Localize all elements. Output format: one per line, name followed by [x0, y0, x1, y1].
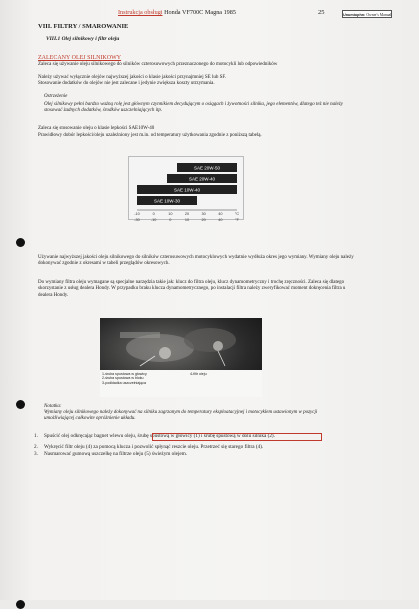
header-title: [118, 9, 236, 16]
caption-line-3: 3-podkładka uszczelniająca: [102, 380, 146, 385]
paragraph-3: Stosowanie dodatków do olejów nie jest zalecane i jedynie zwiększa koszty utrzymania.: [38, 81, 215, 86]
tick-label-c: 40: [218, 212, 223, 216]
notes-body: Wymiany oleju silnikowego należy dokonywać na silniku zagrzanym do temperatury eksploatacyjnej i motocyklem ustawionym w pozycji umożliwiającej całkowite opróżnienie układu.: [44, 410, 318, 422]
viscosity-chart-svg: [129, 157, 245, 221]
header-box-text: Owner's Manual: [366, 13, 392, 17]
highlight-box: [152, 433, 322, 441]
page-number: 25: [318, 9, 325, 16]
viscosity-chart: [128, 156, 244, 220]
binder-hole: [16, 600, 25, 609]
step-item: 1. Spuścić olej odkręcając bagnet wlewu oleju, śrubę spustową w głowicy (1) i śrubę spustową w dolu silnika (2).: [34, 433, 275, 439]
header-title-link[interactable]: Instrukcja obsługi: [118, 9, 163, 16]
tick-label-f: -30: [134, 218, 140, 221]
notes-title: Notatka:: [44, 404, 62, 409]
photo-caption: [100, 370, 262, 397]
binder-hole: [16, 238, 25, 247]
tick-label-c: 10: [168, 212, 173, 216]
warning-body: Olej silnikowy pełni bardzo ważną rolę jest głównym czynnikiem decydującym o osiągach i żywotności silnika, jego elementów, dlatego też nie należy stosować żadnych dodatków, środków uszczelniających itp.: [44, 102, 343, 114]
subsection-title: VIII.1 Olej silnikowy i filtr oleju: [46, 36, 120, 42]
viscosity-bar-label: SAE 10W-30: [154, 198, 180, 204]
binder-hole: [16, 400, 25, 409]
tick-label-f: 10: [184, 218, 190, 221]
tick-label-c: 20: [184, 212, 190, 216]
header-box: [342, 10, 392, 18]
tick-label-c: °C: [234, 212, 240, 216]
paragraph-4: Zaleca się stosowanie oleju o klasie lepkości SAE10W-40: [38, 126, 155, 131]
photo-caption-right: 4-filtr oleju: [190, 372, 207, 376]
paragraph-2: Należy używać wyłącznie olejów najwyższej jakości o klasie jakości przynajmniej SE lub SF.: [38, 75, 227, 80]
tick-label-f: 40: [218, 218, 223, 221]
header-title-rest: Honda VF700C Magna 1985: [164, 9, 236, 16]
paragraph-6: Używanie najwyższej jakości oleju silnikowego do silników czterosuwowych motocyklowych wydatnie wydłuża okres jego wymiany. Wymiany oleju należy dokonywać zgodnie z okresami w tabeli przeglądów okresowych.: [38, 255, 354, 267]
warning-title: Ostrzeżenie: [44, 94, 68, 99]
step-item: 2. Wykręcić filtr oleju (4) za pomocą klucza i pozwolić spłynąć reszcie oleju. Przetrzeć się starego filtra (4).: [34, 443, 264, 450]
photo-caption-left: [102, 372, 147, 385]
header-box-label: Unumiophn:: [343, 13, 366, 17]
tick-label-f: °F: [235, 218, 239, 221]
caption-line-1: 1-śruba spustowa w głowicy: [102, 372, 147, 376]
tick-label-f: 20: [201, 218, 206, 221]
viscosity-bar-label: SAE 10W-40: [174, 187, 200, 193]
heading-recommended-oil: ZALECANY OLEJ SILNIKOWY: [38, 55, 122, 61]
tick-label-c: -10: [134, 212, 140, 216]
tick-label-c: 30: [201, 212, 206, 216]
tick-label-c: 0: [152, 212, 155, 216]
tick-label-f: 0: [169, 218, 172, 221]
paragraph-7: Do wymiany filtra oleju wymagane są specjalne narzędzia takie jak: klucz do filtra oleju, klucz dynamometryczny i trochę zręczności. Zaleca się dlatego skorzystanie z usług dealera Hondy. W przypadku braku klucza dynamometrycznego, po instalacji filtra należy zweryfikować moment dokręcenia filtra u dealera Hondy.: [38, 280, 346, 298]
paragraph-1: Zaleca się używanie oleju silnikowego do silników czterosuwowych przeznaczonego do motocykli lub odpowiedników: [38, 62, 278, 67]
viscosity-bar-label: SAE 20W-40: [189, 176, 215, 182]
section-title: VIII. FILTRY / SMAROWANIE: [38, 23, 129, 30]
step-item: 3. Nasmarować gumową uszczelkę na filtrze oleju (5) świeżym olejem.: [34, 450, 188, 457]
tick-label-f: -10: [150, 218, 157, 221]
engine-photo-art: [100, 318, 262, 370]
viscosity-bar-label: SAE 20W-50: [194, 165, 220, 171]
paragraph-5: Prawidłowy dobór lepkości/oleju uzależniony jest m.in. od temperatury użytkowania zgodnie z poniższą tabelą.: [38, 133, 262, 138]
caption-line-2: 2-śruba spustowa w bloku: [102, 376, 144, 381]
